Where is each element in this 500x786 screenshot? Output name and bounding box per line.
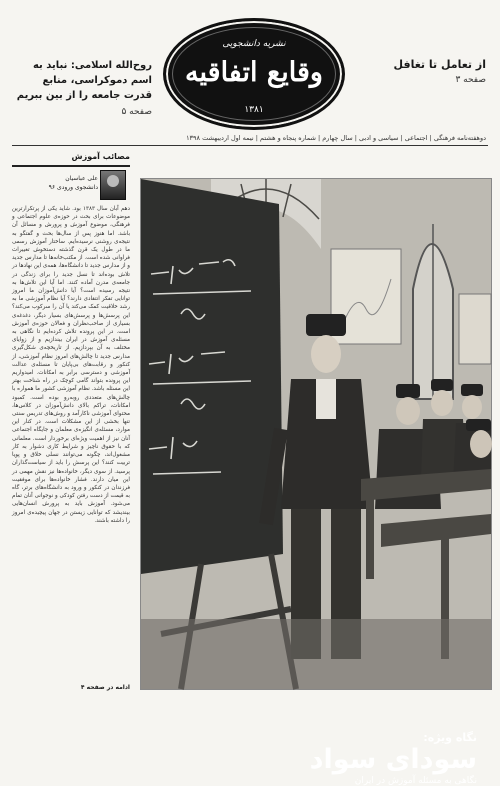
author-name-text: علی عباسیان (65, 175, 98, 182)
floor (141, 619, 491, 689)
left-teaser-title: روح‌الله اسلامی: نباید به اسم دموکراسی، منابع قدرت جامعه را از بین ببریم (16, 60, 152, 101)
editorial-column (12, 150, 130, 698)
continued-link[interactable]: ادامه در صفحه ۴ (80, 684, 130, 691)
logo-title: وقایع اتفاقیه (185, 57, 323, 88)
feature-title: سودای سواد (309, 744, 477, 775)
feature-subtitle: نگاهی به مسئله آموزش در ایران (354, 776, 477, 786)
author-name (49, 174, 98, 192)
left-teaser-page: صفحه ۵ (121, 107, 152, 117)
feature-kicker: نگاه ویژه: (423, 731, 477, 744)
masthead-divider (12, 145, 488, 146)
issue-info: دوهفته‌نامه فرهنگی | اجتماعی | سیاسی و ادبی | سال چهارم | شماره پنجاه و هشتم | نیمه اول اردیبهشت ۱۳۹۸ (186, 134, 486, 142)
newspaper-logo (163, 18, 345, 130)
author-avatar (100, 170, 126, 200)
column-rule (12, 165, 130, 167)
logo-year: ۱۳۸۱ (244, 105, 264, 115)
wall-poster-right (459, 294, 491, 364)
author-subtitle: دانشجوی ورودی ۹۶ (48, 184, 98, 191)
classroom-illustration (141, 179, 491, 689)
column-body: دهم آبان سال ۱۳۸۳ بود. شاید یکی از پرتکرارترین موضوعات برای بحث در حوزه‌ی علوم اجتماعی و فرهنگی، موضوع آموزش و پرورش و مسائل آن باشد. اما هنوز پس از سال‌ها بحث و گفتگو به نتیجه‌ی روشنی نرسیده‌ایم. ساختار آموزش رسمی ما در طول یک قرن گذشته دستخوش تغییرات فراوانی شده است. از مکتب‌خانه‌ها تا مدارس جدید و از مدارس جدید تا دانشگاه‌ها، همه‌ی این نهادها در تلاش بوده‌اند تا نسل جدید را برای زندگی در جامعه‌ی مدرن آماده کنند. اما آیا این تلاش‌ها به نتیجه رسیده است؟ آیا دانش‌آموزان ما امروز توانایی تفکر انتقادی دارند؟ آیا نظام آموزشی ما به رشد خلاقیت کمک می‌کند یا آن را سرکوب می‌کند؟ این پرسش‌ها و پرسش‌های بسیار دیگر، دغدغه‌ی بسیاری از صاحب‌نظران و فعالان حوزه‌ی آموزش است. در این پرونده تلاش کرده‌ایم تا نگاهی به مسئله‌ی آموزش در ایران بیندازیم و از زوایای مختلف به آن بپردازیم. از تاریخچه‌ی شکل‌گیری مدارس جدید تا چالش‌های امروز نظام آموزشی، از کنکور و رقابت‌های بی‌پایان تا مسئله‌ی عدالت آموزشی و دسترسی برابر به امکانات. امیدواریم این پرونده بتواند گامی کوچک در راه شناخت بهتر این مسئله باشد. نظام آموزشی کشور ما همواره با چالش‌های متعددی روبه‌رو بوده است. کمبود امکانات، تراکم بالای دانش‌آموزان در کلاس‌ها، محتوای آموزشی ناکارآمد و روش‌های تدریس سنتی تنها بخشی از این مشکلات است. در کنار این موارد، مسئله‌ی انگیزه‌ی معلمان و جایگاه اجتماعی آنان نیز از اهمیت ویژه‌ای برخوردار است. معلمانی که با حقوق ناچیز و شرایط کاری دشوار به کار مشغول‌اند، چگونه می‌توانند نسلی خلاق و پویا تربیت کنند؟ این پرسش را باید از سیاست‌گذاران پرسید. از سوی دیگر، خانواده‌ها نیز نقش مهمی در این میان دارند. فشار خانواده‌ها برای موفقیت فرزندان در کنکور و ورود به دانشگاه‌های برتر، گاه به قیمت از دست رفتن کودکی و نوجوانی آنان تمام می‌شود. آموزش باید به پرورش انسان‌هایی بیندیشد که توانایی زیستن در جهان پیچیده‌ی امروز را داشته باشند. (11, 206, 130, 524)
right-teaser-title: از تعامل تا تغافل (393, 58, 486, 71)
feature-caption[interactable] (310, 731, 477, 786)
right-teaser-page: صفحه ۳ (455, 75, 486, 85)
masthead (0, 0, 500, 150)
right-teaser[interactable] (356, 58, 486, 85)
classroom-photo (140, 178, 492, 786)
left-teaser[interactable] (12, 58, 152, 117)
column-heading: مصائب آموزش (71, 152, 130, 161)
logo-subtitle: نشریه دانشجویی (222, 39, 286, 49)
